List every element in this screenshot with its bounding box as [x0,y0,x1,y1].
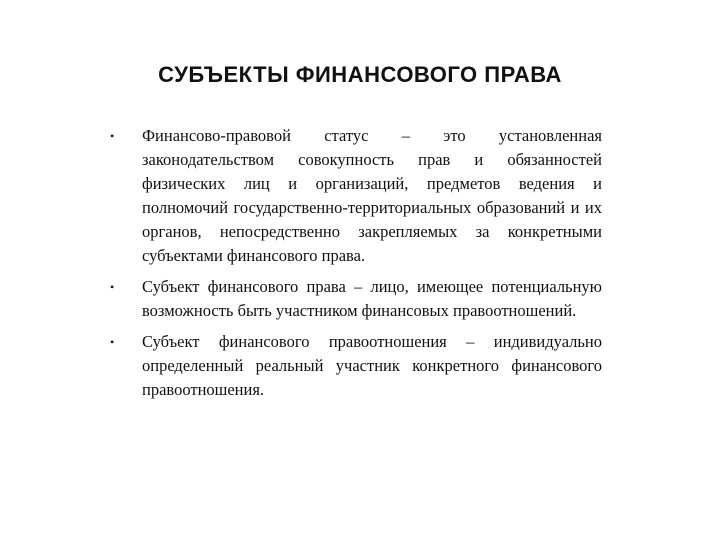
bullet-item-subject-of-relation [110,330,602,402]
bullet-icon: • [110,335,115,349]
bullet-text: Финансово-правовой статус – это установленная законодательством совокупность прав и обязанностей физических лиц и организаций, предметов ведения и полномочий государственно-территориальных образований и их органов, непосредственно закрепляемых за конкретными субъектами финансового права. [142,126,602,265]
slide-title: СУБЪЕКТЫ ФИНАНСОВОГО ПРАВА [158,62,562,87]
bullet-icon: • [110,280,115,294]
bullet-icon: • [110,129,115,143]
bullet-item-status [110,124,602,268]
bullet-text: Субъект финансового правоотношения – индивидуально определенный реальный участник конкретного финансового правоотношения. [142,332,602,399]
bullet-list [110,124,602,409]
bullet-text: Субъект финансового права – лицо, имеющее потенциальную возможность быть участником финансовых правоотношений. [142,277,602,320]
bullet-item-subject-of-law [110,275,602,323]
